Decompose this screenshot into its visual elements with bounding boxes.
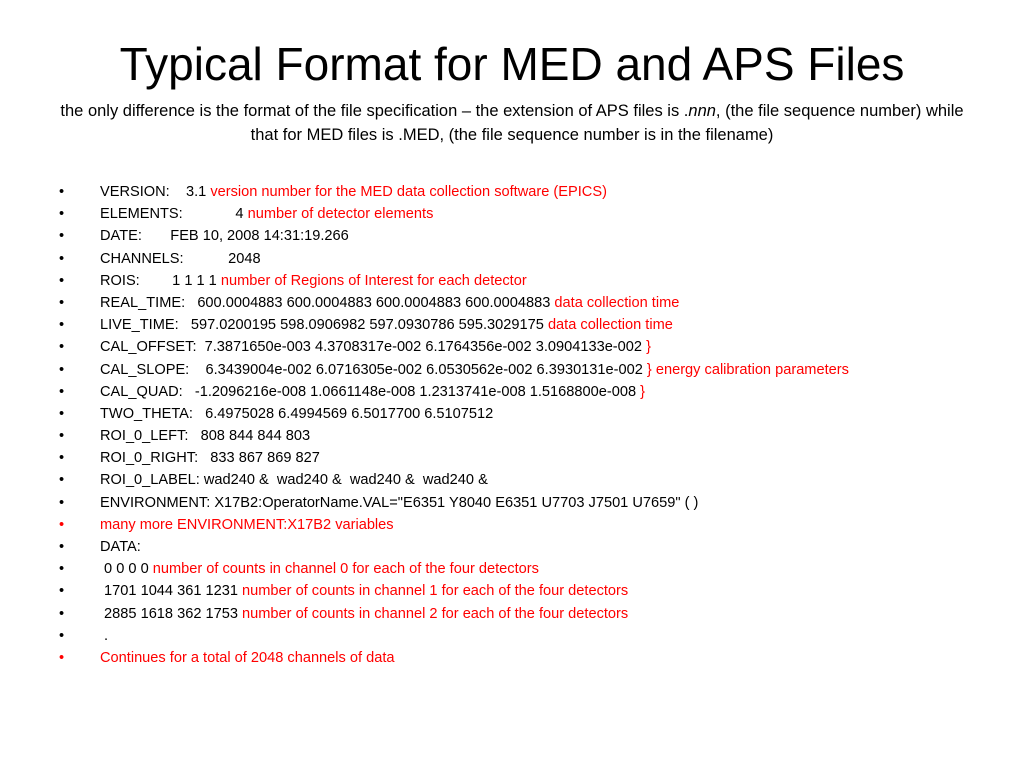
bullet-line [59, 558, 1009, 580]
line-annotation-text: number of counts in channel 0 for each of the four detectors [152, 561, 539, 578]
bullet-dot-icon: • [59, 228, 65, 245]
bullet-line [59, 447, 1009, 469]
subtitle-text: the only difference is the format of the file specification – the extension of APS files is . [60, 102, 689, 120]
line-annotation-text: } [646, 339, 651, 356]
bullet-line [59, 603, 1009, 625]
bullet-line [59, 203, 1009, 225]
bullet-dot-icon: • [59, 516, 65, 533]
bullet-dot-icon: • [59, 472, 65, 489]
line-value-text: TWO_THETA: 6.4975028 6.4994569 6.5017700 6.5107512 [100, 405, 494, 422]
bullet-line [59, 647, 1009, 669]
bullet-line [59, 314, 1009, 336]
bullet-dot-icon: • [59, 206, 65, 223]
line-value-text: CAL_OFFSET: 7.3871650e-003 4.3708317e-002 6.1764356e-002 3.0904133e-002 [100, 339, 647, 356]
bullet-line [59, 580, 1009, 602]
line-annotation-text: number of counts in channel 2 for each of the four detectors [242, 605, 629, 622]
bullet-dot-icon: • [59, 450, 65, 467]
slide-title: Typical Format for MED and APS Files [119, 38, 905, 90]
slide-subtitle [60, 99, 964, 147]
bullet-line [59, 536, 1009, 558]
bullet-line [59, 425, 1009, 447]
bullet-line [59, 181, 1009, 203]
bullet-line [59, 625, 1009, 647]
bullet-line [59, 492, 1009, 514]
bullet-dot-icon: • [59, 184, 65, 200]
bullet-dot-icon: • [59, 272, 65, 289]
bullet-line [59, 248, 1009, 270]
line-annotation-text: number of Regions of Interest for each detector [220, 272, 527, 289]
bullet-dot-icon: • [59, 294, 65, 311]
line-annotation-text: version number for the MED data collection software (EPICS) [210, 184, 607, 200]
bullet-line [59, 270, 1009, 292]
bullet-line [59, 359, 1009, 381]
line-value-text: ENVIRONMENT: X17B2:OperatorName.VAL="E6351 Y8040 E6351 U7703 J7501 U7659" ( ) [100, 494, 699, 511]
line-value-text: VERSION: 3.1 [100, 184, 211, 200]
bullet-dot-icon: • [59, 317, 65, 334]
line-value-text: LIVE_TIME: 597.0200195 598.0906982 597.0930786 595.3029175 [100, 317, 548, 334]
bullet-dot-icon: • [59, 405, 65, 422]
line-annotation-text: data collection time [547, 317, 673, 334]
bullet-line [59, 403, 1009, 425]
bullet-dot-icon: • [59, 494, 65, 511]
line-value-text: ROIS: 1 1 1 1 [100, 272, 221, 289]
line-value-text: ROI_0_LEFT: 808 844 844 803 [100, 428, 311, 445]
line-value-text: DATE: FEB 10, 2008 14:31:19.266 [100, 228, 349, 245]
line-value-text: 0 0 0 0 [100, 561, 153, 578]
line-value-text: ELEMENTS: 4 [100, 206, 248, 223]
line-value-text: 1701 1044 361 1231 [100, 583, 243, 600]
bullet-dot-icon: • [59, 383, 65, 400]
bullet-dot-icon: • [59, 627, 65, 644]
bullet-dot-icon: • [59, 649, 65, 666]
line-value-text: CAL_SLOPE: 6.3439004e-002 6.0716305e-002 6.0530562e-002 6.3930131e-002 [100, 361, 647, 378]
bullet-dot-icon: • [59, 561, 65, 578]
bullet-line [59, 225, 1009, 247]
line-annotation-text: } [640, 383, 646, 400]
line-value-text: ROI_0_RIGHT: 833 867 869 827 [100, 450, 320, 467]
bullet-line [59, 381, 1009, 403]
bullet-dot-icon: • [59, 250, 65, 267]
bullet-line [59, 514, 1009, 536]
bullet-dot-icon: • [59, 361, 65, 378]
line-value-text: CAL_QUAD: -1.2096216e-008 1.0661148e-008 1.2313741e-008 1.5168800e-008 [100, 383, 641, 400]
bullet-dot-icon: • [59, 339, 65, 356]
bullet-dot-icon: • [59, 539, 65, 555]
bullet-line [59, 292, 1009, 314]
subtitle-italic-extension: nnn [688, 102, 716, 120]
line-value-text: ROI_0_LABEL: wad240 & wad240 & wad240 & wad240 & [100, 472, 488, 489]
line-annotation-text: many more ENVIRONMENT:X17B2 variables [100, 516, 394, 533]
line-value-text: . [100, 627, 109, 644]
line-annotation-text: } energy calibration parameters [646, 361, 849, 378]
bullet-dot-icon: • [59, 583, 65, 600]
line-annotation-text: number of counts in channel 1 for each of the four detectors [242, 583, 629, 600]
line-value-text: DATA: [100, 539, 141, 555]
bullet-line [59, 469, 1009, 491]
bullet-dot-icon: • [59, 428, 65, 445]
line-annotation-text: data collection time [554, 294, 680, 311]
line-annotation-text: Continues for a total of 2048 channels of data [100, 649, 395, 666]
line-annotation-text: number of detector elements [247, 206, 434, 223]
bullet-dot-icon: • [59, 605, 65, 622]
line-value-text: 2885 1618 362 1753 [100, 605, 243, 622]
subtitle-text-continued: , (the file sequence number) while that for MED files is .MED, (the file sequence number is in the filename) [250, 102, 964, 144]
line-value-text: REAL_TIME: 600.0004883 600.0004883 600.0004883 600.0004883 [100, 294, 555, 311]
bullet-line [59, 336, 1009, 358]
line-value-text: CHANNELS: 2048 [100, 250, 261, 267]
file-format-bullet-list [59, 181, 1009, 669]
